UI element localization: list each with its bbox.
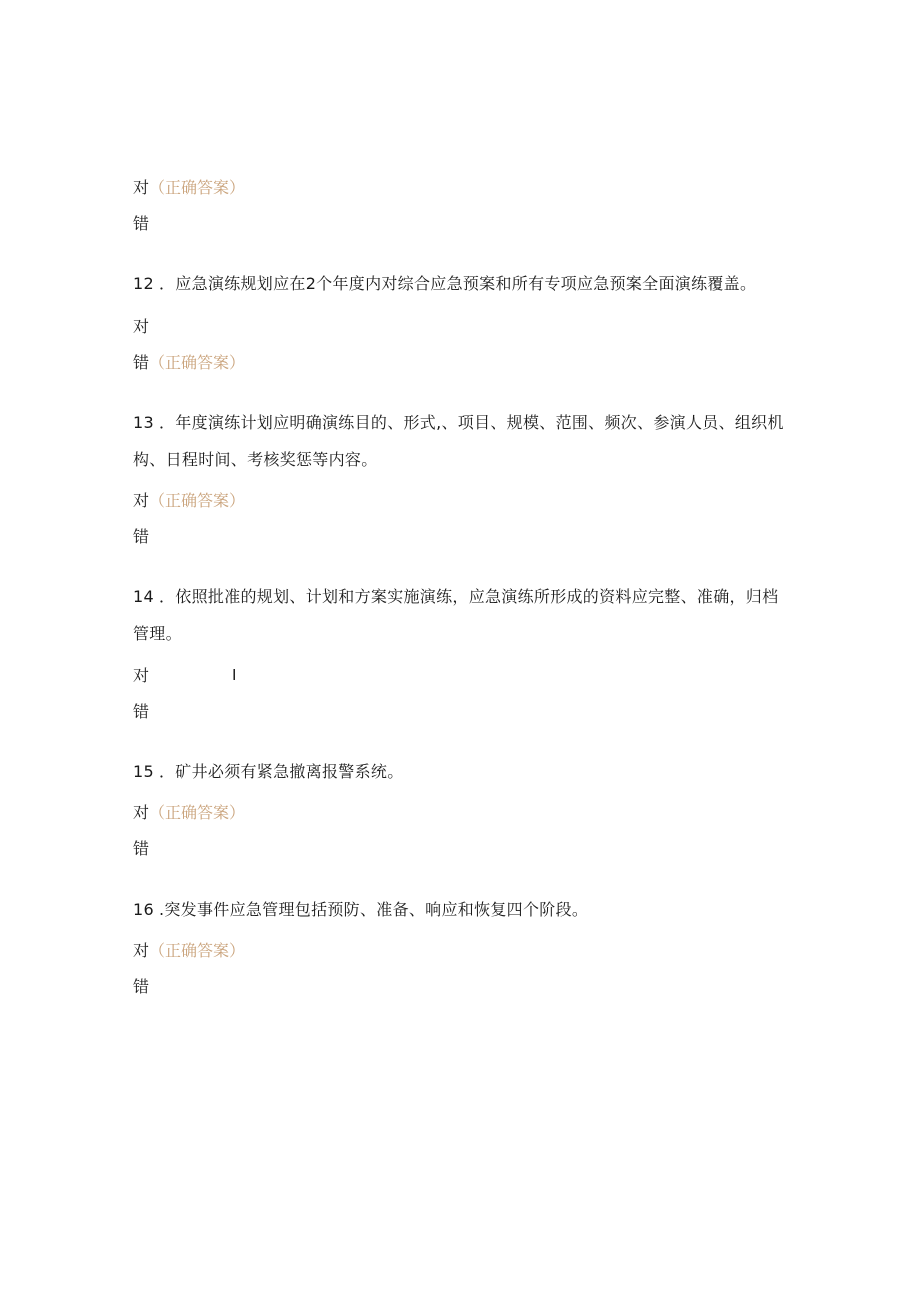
- option-label: 对: [133, 491, 150, 510]
- q13-option-false[interactable]: [133, 527, 149, 547]
- correct-answer-mark: （正确答案）: [149, 803, 246, 822]
- question-14: [133, 578, 793, 652]
- option-label: 错: [133, 702, 150, 721]
- q11-option-true[interactable]: [133, 178, 245, 198]
- option-label: 错: [133, 214, 150, 233]
- question-number: 15: [133, 762, 154, 781]
- question-12: [133, 265, 793, 302]
- option-label: 对: [133, 178, 150, 197]
- option-label: 对: [133, 941, 150, 960]
- q14-option-false[interactable]: [133, 702, 149, 722]
- q12-option-false[interactable]: [133, 353, 245, 373]
- q12-option-true[interactable]: [133, 317, 149, 337]
- q16-option-false[interactable]: [133, 977, 149, 997]
- stray-mark: I: [232, 667, 237, 684]
- question-number: 12: [133, 274, 154, 293]
- question-text: ．应急演练规划应在2个年度内对综合应急预案和所有专项应急预案全面演练覆盖。: [159, 274, 757, 293]
- option-label: 错: [133, 527, 150, 546]
- option-label: 错: [133, 839, 150, 858]
- option-label: 错: [133, 977, 150, 996]
- correct-answer-mark: （正确答案）: [149, 491, 246, 510]
- option-label: 对: [133, 317, 150, 336]
- option-label: 对: [133, 666, 150, 685]
- option-label: 错: [133, 353, 150, 372]
- q15-option-true[interactable]: [133, 803, 245, 823]
- question-text: ．年度演练计划应明确演练目的、形式,、项目、规模、范围、频次、参演人员、组织机构、日程时间、考核奖惩等内容。: [133, 413, 784, 469]
- q16-option-true[interactable]: [133, 941, 245, 961]
- question-number: 16: [133, 900, 154, 919]
- question-15: [133, 753, 793, 790]
- q11-option-false[interactable]: [133, 214, 149, 234]
- question-text: .突发事件应急管理包括预防、准备、响应和恢复四个阶段。: [159, 900, 589, 919]
- question-text: ．矿井必须有紧急撤离报警系统。: [159, 762, 404, 781]
- q14-option-true[interactable]: [133, 666, 149, 686]
- question-13: [133, 404, 793, 478]
- correct-answer-mark: （正确答案）: [149, 353, 246, 372]
- option-label: 对: [133, 803, 150, 822]
- correct-answer-mark: （正确答案）: [149, 178, 246, 197]
- q15-option-false[interactable]: [133, 839, 149, 859]
- correct-answer-mark: （正确答案）: [149, 941, 246, 960]
- question-16: [133, 891, 793, 928]
- q13-option-true[interactable]: [133, 491, 245, 511]
- question-number: 14: [133, 587, 154, 606]
- question-text: ．依照批准的规划、计划和方案实施演练，应急演练所形成的资料应完整、准确，归档管理。: [133, 587, 779, 643]
- question-number: 13: [133, 413, 154, 432]
